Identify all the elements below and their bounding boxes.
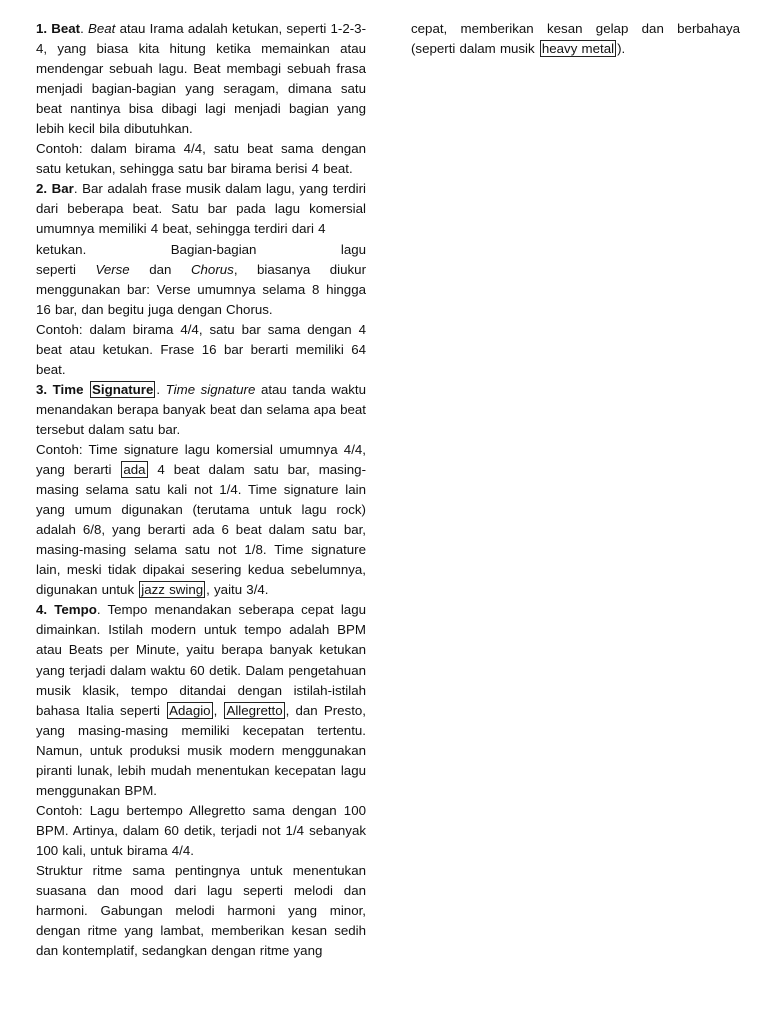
bar-line-word: ketukan. (36, 241, 87, 257)
bar-paragraph-cont (36, 260, 366, 320)
bar-justified-line (36, 240, 366, 260)
right-column (411, 19, 740, 59)
tempo-example: Contoh: Lagu bertempo Allegretto sama dengan 100 BPM. Artinya, dalam 60 detik, terjadi not 1/4 sebanyak 100 kali, untuk birama 4/4. (36, 802, 366, 858)
ts-example-post: , yaitu 3/4. (206, 582, 269, 598)
bar-and: dan (129, 261, 191, 277)
time-signature-sep: . (156, 381, 166, 397)
bar-text: . Bar adalah frase musik dalam lagu, yang terdiri dari beberapa beat. Satu bar pada lagu komersial umumnya memiliki 4 beat, sehingga terdiri dari 4 (36, 181, 366, 237)
bar-after-chorus: , biasanya diukur menggunakan bar: Verse umumnya selama 8 hingga 16 bar, dan begitu juga dengan Chorus. (36, 261, 367, 317)
ts-example-mid: 4 beat dalam satu bar, masing-masing selama satu kali not 1/4. Time signature lain yang umum digunakan (terutama untuk lagu rock) adalah 6/8, yang berarti ada 6 beat dalam satu bar, masing-masing selama satu not 1/8. Time signature lain, meski tidak dipakai sesering kedua sebelumnya, digunakan untuk (36, 462, 366, 598)
tempo-text-pre: . Tempo menandakan seberapa cepat lagu dimainkan. Istilah modern untuk tempo adalah BPM atau Beats per Minute, yaitu berapa banyak ketukan yang terjadi dalam waktu 60 detik. Dalam pengetahuan musik klasik, tempo ditandai dengan istilah-istilah bahasa Italia seperti (36, 602, 366, 718)
bar-verse-term: Verse (95, 261, 130, 277)
structure-paragraph: Struktur ritme sama pentingnya untuk menentukan suasana dan mood dari lagu seperti melodi dan harmoni. Gabungan melodi harmoni yang minor, dengan ritme yang lambat, memberikan kesan sedih dan kontemplatif, sedangkan dengan ritme yang (36, 862, 366, 959)
tempo-text-post: , dan Presto, yang masing-masing memiliki kecepatan tertentu. Namun, untuk produksi musik modern menggunakan piranti lunak, lebih mudah menentukan kecepatan lagu menggunakan BPM. (36, 702, 366, 798)
beat-heading: 1. Beat (36, 21, 81, 36)
time-signature-term: Time signature (165, 381, 256, 397)
beat-text: atau Irama adalah ketukan, seperti 1-2-3-4, yang biasa kita hitung ketika memainkan atau mendengar sebuah lagu. Beat membagi sebuah frasa menjadi bagian-bagian yang seragam, dimana satu beat nantinya bisa dibagi lagi menjadi bagian yang lebih kecil bila dibutuhkan. (36, 21, 367, 137)
beat-sep: . (80, 21, 89, 36)
tempo-comma: , (213, 702, 218, 718)
bar-example: Contoh: dalam birama 4/4, satu bar sama dengan 4 beat atau ketukan. Frase 16 bar berarti memiliki 64 beat. (36, 321, 366, 377)
time-signature-heading: 3. Time (36, 381, 84, 397)
ada-link[interactable]: ada (123, 462, 146, 478)
time-signature-paragraph (36, 380, 366, 440)
right-text-pre: cepat, memberikan kesan gelap dan berbahaya (seperti dalam musik (411, 21, 740, 57)
bar-chorus-term: Chorus (190, 261, 234, 277)
ts-example-pre: Contoh: Time signature lagu komersial umumnya 4/4, yang berarti (36, 441, 366, 478)
beat-paragraph (36, 19, 366, 139)
adagio-link[interactable]: Adagio (169, 702, 211, 718)
tempo-heading: 4. Tempo (36, 602, 97, 618)
heavy-metal-link[interactable]: heavy metal (541, 41, 615, 57)
beat-example: Contoh: dalam birama 4/4, satu beat sama dengan satu ketukan, sehingga satu bar birama berisi 4 beat. (36, 141, 366, 177)
tempo-paragraph (36, 600, 366, 800)
bar-heading: 2. Bar (36, 181, 74, 197)
left-column (36, 19, 366, 961)
bar-line-word: lagu (340, 241, 366, 257)
allegretto-link[interactable]: Allegretto (226, 702, 283, 718)
jazz-swing-link[interactable]: jazz swing (141, 582, 204, 598)
beat-term: Beat (88, 21, 116, 36)
bar-pre-verse: seperti (36, 261, 96, 277)
right-column-paragraph (411, 19, 740, 59)
bar-paragraph (36, 179, 366, 239)
time-signature-example (36, 440, 366, 600)
right-text-post: ). (617, 41, 626, 57)
bar-line-word: Bagian-bagian (170, 241, 257, 257)
signature-link[interactable]: Signature (92, 381, 154, 397)
time-signature-text: atau tanda waktu menandakan berapa banyak beat dan selama apa beat tersebut dalam satu bar. (36, 381, 366, 437)
